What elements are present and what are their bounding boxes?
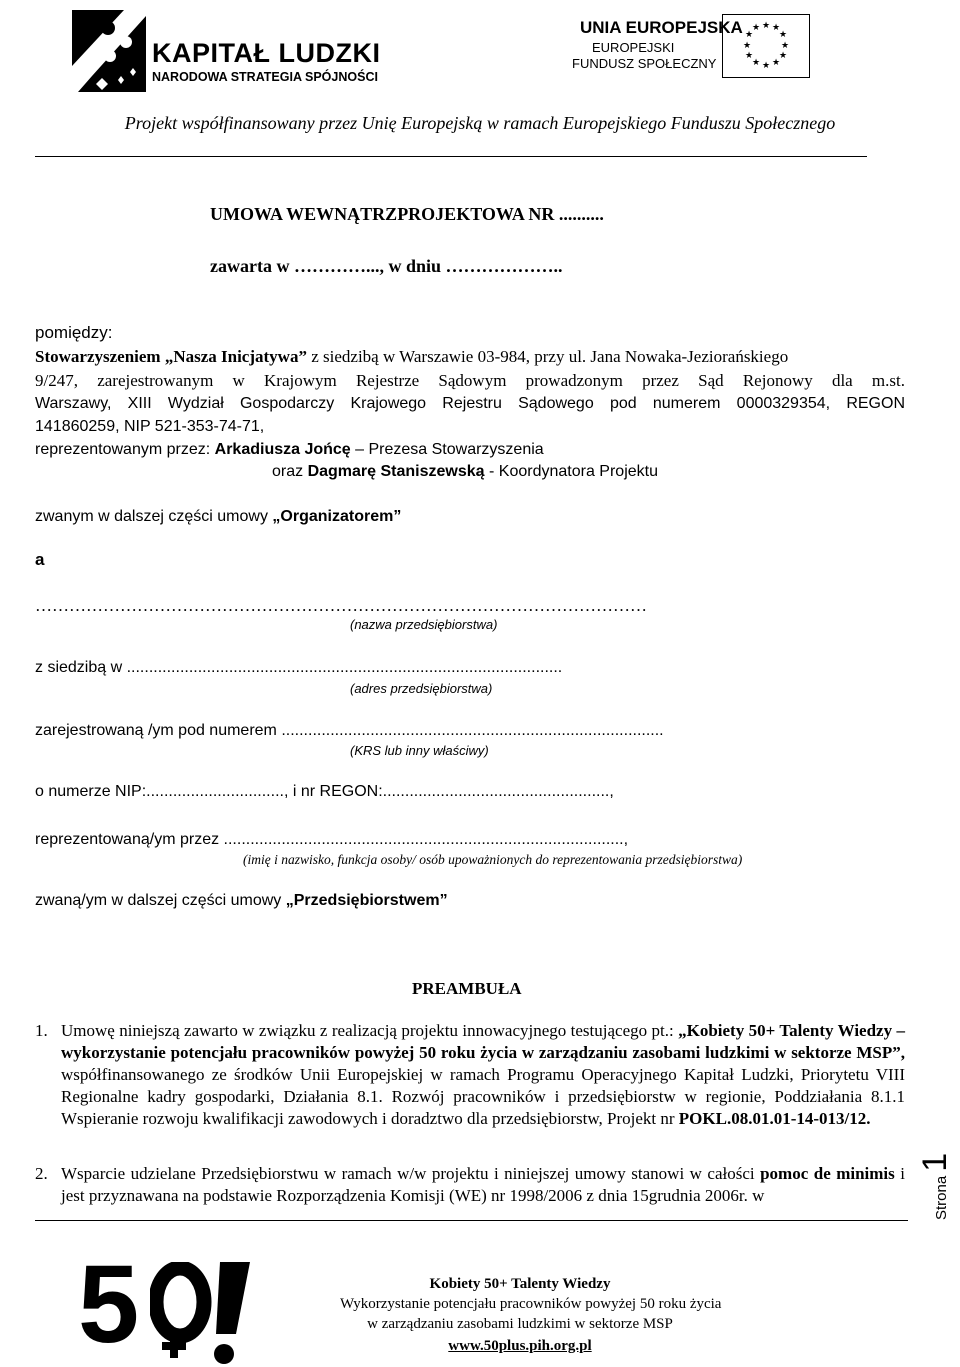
cofinance-statement: Projekt współfinansowany przez Unię Europejską w ramach Europejskiego Funduszu Społecznego <box>124 113 836 133</box>
called2-prefix: zwaną/ym w dalszej części umowy <box>35 892 286 909</box>
page-word: Strona <box>933 1175 950 1220</box>
and-label: a <box>35 550 45 569</box>
company-seat-field: z siedzibą w .................................................................................................. <box>35 659 563 676</box>
company-seat-caption: (adres przedsiębiorstwa) <box>350 681 493 696</box>
rep1-role: – Prezesa Stowarzyszenia <box>350 441 544 458</box>
organizer-name: „Nasza Inicjatywa” <box>164 347 307 366</box>
svg-text:★: ★ <box>742 41 752 51</box>
called-company: „Przedsiębiorstwem” <box>285 892 448 909</box>
between-label: pomiędzy: <box>35 323 113 342</box>
company-name-field: ……………………………………………………………………………………………… <box>35 596 647 615</box>
item1-project-number: POKL.08.01.01-14-013/12. <box>678 1109 871 1128</box>
organizer-address: z siedzibą w Warszawie 03-984, przy ul. Jana Nowaka-Jeziorańskiego <box>306 347 789 366</box>
svg-text:★: ★ <box>744 51 754 61</box>
rep-prefix: reprezentowanym przez: <box>35 441 215 458</box>
page-number <box>916 1110 960 1220</box>
zero-plus-exclamation-icon <box>150 1262 260 1367</box>
svg-text:★: ★ <box>761 21 771 31</box>
preamble-item2-number: 2. <box>35 1164 48 1183</box>
preamble-item2 <box>61 1163 905 1207</box>
rep1-name: Arkadiusza Jońcę <box>214 441 351 458</box>
kapital-ludzki-emblem-icon <box>68 6 146 92</box>
item2-text-c: i jest przyznawana na podstawie Rozporządzenia Komisji (WE) nr 1998/2006 z dnia 15grudnia 2006r. w <box>61 1164 905 1205</box>
organizer-alias <box>35 506 401 528</box>
organizer-line2: 9/247, zarejestrowanym w Krajowym Rejestrze Sądowym prowadzonym przez Sąd Rejonowy dla m.st. <box>35 371 905 390</box>
svg-text:★: ★ <box>778 30 788 40</box>
preamble-item1 <box>61 1020 905 1130</box>
fifty-plus-five: 5 <box>78 1243 136 1366</box>
kapital-ludzki-logo <box>68 6 388 96</box>
company-registration-caption: (KRS lub inny właściwy) <box>350 743 489 758</box>
svg-text:★: ★ <box>744 30 754 40</box>
company-representative-field: reprezentowaną/ym przez .........................................................................................., <box>35 831 629 848</box>
company-name-caption: (nazwa przedsiębiorstwa) <box>350 617 498 632</box>
company-registration-field: zarejestrowaną /ym pod numerem ...................................................................................... <box>35 722 664 739</box>
eu-logo-line1: UNIA EUROPEJSKA <box>580 18 743 37</box>
contract-place-date: zawarta w …………..., w dniu ……………….. <box>210 256 563 276</box>
footer-line2: Wykorzystanie potencjału pracowników powyżej 50 roku życia <box>340 1296 722 1312</box>
organizer-line3: Warszawy, XIII Wydział Gospodarczy Krajowego Rejestru Sądowego pod numerem 0000329354, REGON <box>35 395 905 412</box>
fifty-plus-logo <box>78 1243 268 1367</box>
eu-logo-line2: EUROPEJSKI <box>592 40 675 55</box>
organizer-representatives <box>35 439 544 461</box>
organizer-type: Stowarzyszeniem <box>35 347 161 366</box>
svg-text:★: ★ <box>761 61 771 71</box>
organizer-line1 <box>35 346 905 368</box>
rep2-role: - Koordynatora Projektu <box>484 463 658 480</box>
kl-logo-subtitle: NARODOWA STRATEGIA SPÓJNOŚCI <box>152 70 378 84</box>
organizer-line4: 141860259, NIP 521-353-74-71, <box>35 418 265 435</box>
eu-logo-line3: FUNDUSZ SPOŁECZNY <box>572 56 717 71</box>
preamble-item1-number: 1. <box>35 1021 48 1040</box>
called-prefix: zwanym w dalszej części umowy <box>35 508 273 525</box>
svg-text:★: ★ <box>751 58 761 68</box>
svg-text:★: ★ <box>771 58 781 68</box>
rep2-name: Dagmarę Staniszewską <box>307 463 485 480</box>
item1-project-title: „Kobiety 50+ Talenty Wiedzy – wykorzystanie potencjału pracowników powyżej 50 roku życia w zarządzaniu zasobami ludzkimi w sektorze MSP”, <box>61 1021 905 1062</box>
rep2-prefix: oraz <box>272 463 308 480</box>
called-organizer: „Organizatorem” <box>272 508 402 525</box>
footer-url-link[interactable]: www.50plus.pih.org.pl <box>448 1338 592 1354</box>
footer-line3: w zarządzaniu zasobami ludzkimi w sektorze MSP <box>367 1316 673 1332</box>
header-rule <box>35 156 867 157</box>
company-nip-regon-field: o numerze NIP:..............................., i nr REGON:..................................................., <box>35 783 614 800</box>
footer-title: Kobiety 50+ Talenty Wiedzy <box>429 1276 611 1292</box>
svg-text:★: ★ <box>751 23 761 33</box>
organizer-representative-2 <box>272 461 658 483</box>
footer-rule <box>35 1220 908 1221</box>
item2-de-minimis: pomoc de minimis <box>760 1164 895 1183</box>
svg-text:★: ★ <box>778 51 788 61</box>
eu-logo <box>572 14 812 90</box>
contract-title: UMOWA WEWNĄTRZPROJEKTOWA NR .......... <box>210 204 604 224</box>
eu-flag-icon <box>722 14 810 78</box>
svg-text:★: ★ <box>771 23 781 33</box>
page-digit: 1 <box>916 1152 954 1172</box>
item1-text-a: Umowę niniejszą zawarto w związku z realizacją projektu innowacyjnego testującego pt.: <box>61 1021 679 1040</box>
item2-text-a: Wsparcie udzielane Przedsiębiorstwu w ramach w/w projektu i niniejszej umowy stanowi w całości <box>61 1164 761 1183</box>
item1-text-c: współfinansowanego ze środków Unii Europejskiej w ramach Programu Operacyjnego Kapitał Ludzki, Priorytetu VIII Regionalne kadry gospodarki, Działania 8.1. Rozwój pracowników i przedsiębiorstw w regionie, Poddziałania 8.1.1 Wspieranie rozwoju kwalifikacji zawodowych i doradztwo dla przedsiębiorstw, Projekt nr <box>61 1065 905 1128</box>
company-alias <box>35 892 448 910</box>
company-representative-caption: (imię i nazwisko, funkcja osoby/ osób upoważnionych do reprezentowania przedsiębiorstwa) <box>243 852 743 867</box>
kl-logo-title: KAPITAŁ LUDZKI <box>152 38 381 68</box>
svg-text:★: ★ <box>780 41 790 51</box>
preamble-heading: PREAMBUŁA <box>412 979 522 998</box>
